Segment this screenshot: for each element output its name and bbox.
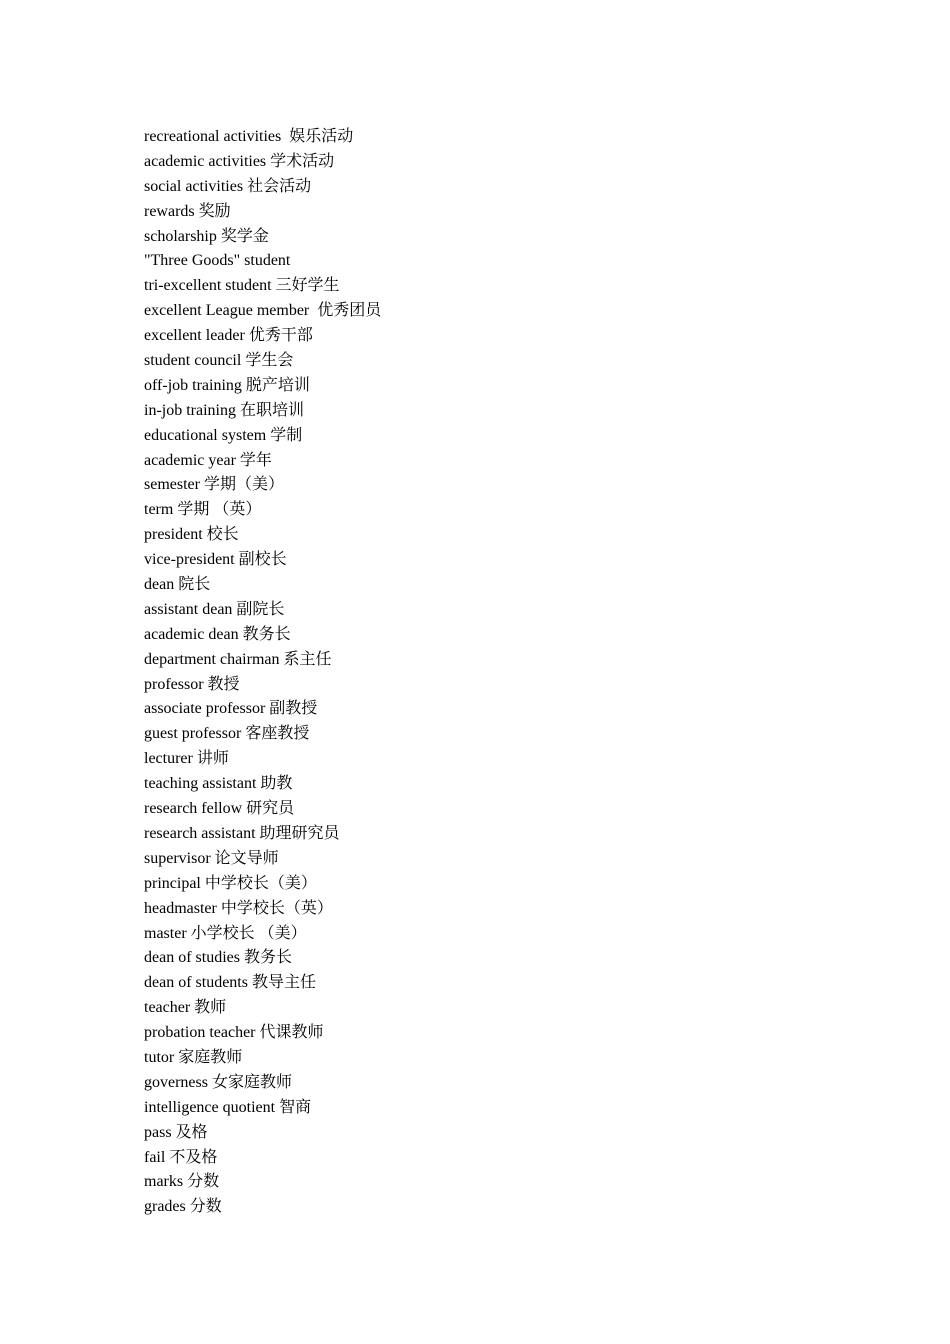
vocabulary-entry: fail 不及格 bbox=[144, 1148, 218, 1166]
vocabulary-entry: dean of studies 教务长 bbox=[144, 949, 292, 967]
vocabulary-entry: marks 分数 bbox=[144, 1173, 220, 1191]
vocabulary-entry: governess 女家庭教师 bbox=[144, 1073, 292, 1091]
vocabulary-entry: vice-president 副校长 bbox=[144, 551, 287, 569]
vocabulary-entry: professor 教授 bbox=[144, 675, 240, 693]
vocabulary-entry: academic activities 学术活动 bbox=[144, 152, 335, 170]
vocabulary-list bbox=[144, 125, 381, 1220]
vocabulary-entry: associate professor 副教授 bbox=[144, 700, 318, 718]
vocabulary-entry: intelligence quotient 智商 bbox=[144, 1098, 312, 1116]
vocabulary-entry: term 学期 （英） bbox=[144, 501, 262, 519]
vocabulary-entry: teacher 教师 bbox=[144, 999, 227, 1017]
vocabulary-entry: department chairman 系主任 bbox=[144, 650, 332, 668]
vocabulary-entry: research assistant 助理研究员 bbox=[144, 824, 340, 842]
vocabulary-entry: lecturer 讲师 bbox=[144, 750, 229, 768]
vocabulary-entry: probation teacher 代课教师 bbox=[144, 1024, 324, 1042]
vocabulary-entry: pass 及格 bbox=[144, 1123, 208, 1141]
vocabulary-entry: "Three Goods" student bbox=[144, 252, 291, 270]
vocabulary-entry: president 校长 bbox=[144, 526, 239, 544]
vocabulary-entry: excellent League member 优秀团员 bbox=[144, 302, 382, 320]
vocabulary-entry: rewards 奖励 bbox=[144, 202, 231, 220]
vocabulary-entry: excellent leader 优秀干部 bbox=[144, 327, 313, 345]
vocabulary-entry: academic dean 教务长 bbox=[144, 625, 291, 643]
vocabulary-entry: master 小学校长 （美） bbox=[144, 924, 307, 942]
vocabulary-entry: student council 学生会 bbox=[144, 352, 294, 370]
vocabulary-entry: academic year 学年 bbox=[144, 451, 272, 469]
vocabulary-entry: assistant dean 副院长 bbox=[144, 600, 285, 618]
vocabulary-entry: principal 中学校长（美） bbox=[144, 874, 317, 892]
vocabulary-entry: research fellow 研究员 bbox=[144, 800, 295, 818]
vocabulary-entry: scholarship 奖学金 bbox=[144, 227, 269, 245]
vocabulary-entry: dean of students 教导主任 bbox=[144, 974, 316, 992]
vocabulary-entry: headmaster 中学校长（英） bbox=[144, 899, 333, 917]
vocabulary-entry: tri-excellent student 三好学生 bbox=[144, 277, 340, 295]
vocabulary-entry: educational system 学制 bbox=[144, 426, 303, 444]
vocabulary-entry: guest professor 客座教授 bbox=[144, 725, 310, 743]
vocabulary-entry: supervisor 论文导师 bbox=[144, 849, 279, 867]
vocabulary-entry: tutor 家庭教师 bbox=[144, 1048, 243, 1066]
vocabulary-entry: social activities 社会活动 bbox=[144, 177, 312, 195]
vocabulary-entry: grades 分数 bbox=[144, 1198, 222, 1216]
vocabulary-entry: off-job training 脱产培训 bbox=[144, 376, 310, 394]
vocabulary-entry: in-job training 在职培训 bbox=[144, 401, 304, 419]
vocabulary-entry: dean 院长 bbox=[144, 576, 211, 594]
vocabulary-entry: recreational activities 娱乐活动 bbox=[144, 128, 354, 145]
vocabulary-entry: teaching assistant 助教 bbox=[144, 775, 293, 793]
vocabulary-entry: semester 学期（美） bbox=[144, 476, 284, 494]
